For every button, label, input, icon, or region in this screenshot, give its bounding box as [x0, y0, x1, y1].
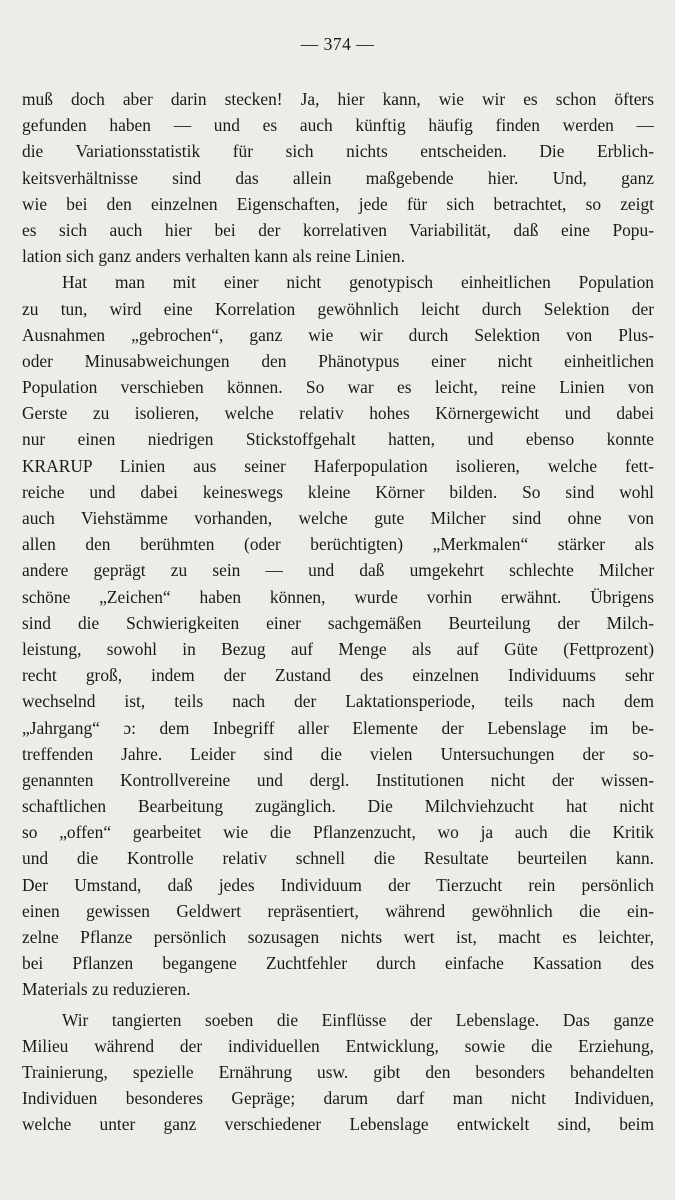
- text-line: lation sich ganz anders verhalten kann als reine Linien.: [22, 246, 405, 267]
- text-line: bei Pflanzen begangene Zuchtfehler durch einfache Kassation des: [22, 953, 654, 974]
- text-line: welche unter ganz verschiedener Lebenslage entwickelt sind, beim: [22, 1114, 654, 1135]
- text-line: wie bei den einzelnen Eigenschaften, jede für sich betrachtet, so zeigt: [22, 193, 654, 214]
- text-line: treffenden Jahre. Leider sind die vielen Untersuchungen der so-: [22, 743, 654, 764]
- text-line: so „offen“ gearbeitet wie die Pflanzenzucht, wo ja auch die Kritik: [22, 822, 654, 843]
- text-line: sind die Schwierigkeiten einer sachgemäßen Beurteilung der Milch-: [22, 612, 654, 633]
- text-line: die Variationsstatistik für sich nichts entscheiden. Die Erblich-: [22, 141, 654, 162]
- text-line: keitsverhältnisse sind das allein maßgebende hier. Und, ganz: [22, 167, 654, 188]
- text-line: Trainierung, spezielle Ernährung usw. gibt den besonders behandelten: [22, 1061, 654, 1082]
- text-line: auch Viehstämme vorhanden, welche gute Milcher sind ohne von: [22, 508, 654, 528]
- text-line: allen den berühmten (oder berüchtigten) „Merkmalen“ stärker als: [22, 534, 654, 555]
- text-line: und die Kontrolle relativ schnell die Resultate beurteilen kann.: [22, 848, 654, 869]
- text-line: andere geprägt zu sein — und daß umgekehrt schlechte Milcher: [22, 560, 654, 581]
- text-line: Der Umstand, daß jedes Individuum der Tierzucht rein persönlich: [22, 874, 654, 895]
- paragraph-2: [22, 269, 654, 1002]
- text-line: gefunden haben — und es auch künftig häufig finden werden —: [22, 115, 654, 136]
- text-line: Hat man mit einer nicht genotypisch einheitlichen Population: [62, 272, 654, 293]
- text-line: es sich auch hier bei der korrelativen Variabilität, daß eine Popu-: [22, 219, 654, 240]
- text-line: leistung, sowohl in Bezug auf Menge als auf Güte (Fettprozent): [22, 638, 654, 659]
- text-line: zelne Pflanze persönlich sozusagen nichts wert ist, macht es leichter,: [22, 927, 654, 947]
- text-line: zu tun, wird eine Korrelation gewöhnlich leicht durch Selektion der: [22, 298, 654, 319]
- text-line: Wir tangierten soeben die Einflüsse der Lebenslage. Das ganze: [62, 1009, 654, 1030]
- paragraph-3: [22, 1007, 654, 1138]
- text-line: schaftlichen Bearbeitung zugänglich. Die Milchviehzucht hat nicht: [22, 796, 654, 817]
- text-line: Gerste zu isolieren, welche relativ hohes Körnergewicht und dabei: [22, 403, 654, 424]
- text-line: Materials zu reduzieren.: [22, 979, 191, 1000]
- text-line: einen gewissen Geldwert repräsentiert, während gewöhnlich die ein-: [22, 900, 654, 921]
- text-line: recht groß, indem der Zustand des einzelnen Individuums sehr: [22, 665, 654, 686]
- text-line: oder Minusabweichungen den Phänotypus einer nicht einheitlichen: [22, 350, 654, 371]
- page-number: — 374 —: [300, 34, 375, 54]
- text-line: schöne „Zeichen“ haben können, wurde vorhin erwähnt. Übrigens: [22, 586, 654, 607]
- text-line: Milieu während der individuellen Entwicklung, sowie die Erziehung,: [22, 1035, 654, 1056]
- body-text: [22, 86, 654, 1138]
- text-line: nur einen niedrigen Stickstoffgehalt hatten, und ebenso konnte: [22, 429, 654, 450]
- text-line: KRARUP Linien aus seiner Haferpopulation isolieren, welche fett-: [22, 455, 654, 476]
- text-line: Individuen besonderes Gepräge; darum darf man nicht Individuen,: [22, 1088, 654, 1109]
- text-line: muß doch aber darin stecken! Ja, hier kann, wie wir es schon öfters: [22, 89, 654, 109]
- text-line: wechselnd ist, teils nach der Laktationsperiode, teils nach dem: [22, 691, 654, 712]
- text-line: Population verschieben können. So war es leicht, reine Linien von: [22, 377, 654, 398]
- text-line: genannten Kontrollvereine und dergl. Institutionen nicht der wissen-: [22, 769, 654, 790]
- paragraph-1: [22, 86, 654, 269]
- text-line: reiche und dabei keineswegs kleine Körner bilden. So sind wohl: [22, 481, 654, 502]
- text-line: „Jahrgang“ ɔ: dem Inbegriff aller Elemente der Lebenslage im be-: [22, 717, 654, 738]
- text-line: Ausnahmen „gebrochen“, ganz wie wir durch Selektion von Plus-: [22, 324, 654, 345]
